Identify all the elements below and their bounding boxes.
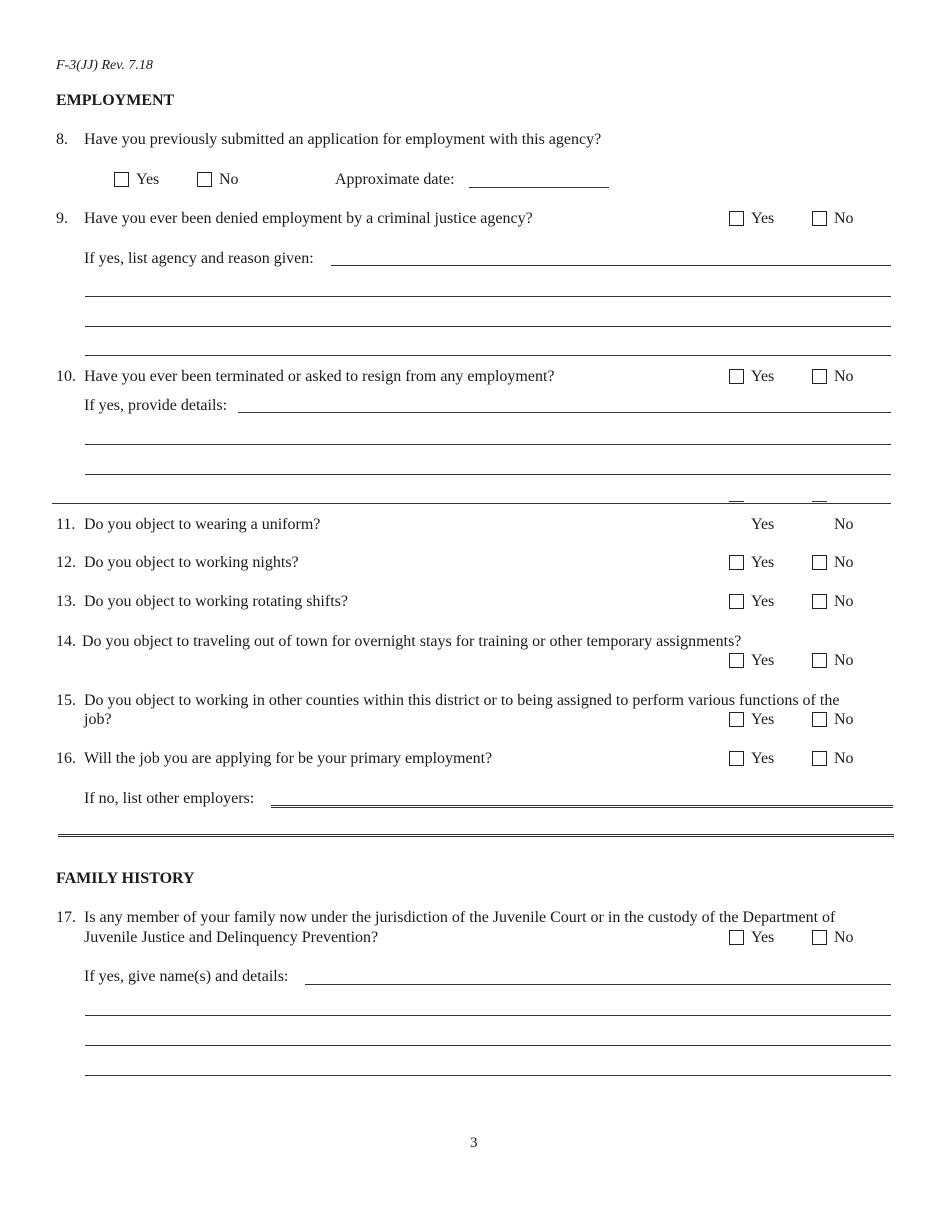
q9-answer-line[interactable]: [331, 265, 891, 266]
q12-yes-checkbox[interactable]: [729, 555, 744, 570]
q15-no-checkbox[interactable]: [812, 712, 827, 727]
q17-answer-line[interactable]: [85, 1045, 891, 1046]
q14-number: 14.: [56, 633, 76, 650]
q14-no-label: No: [834, 652, 854, 669]
q8-no-checkbox[interactable]: [197, 172, 212, 187]
q12-no-checkbox[interactable]: [812, 555, 827, 570]
q16-followup-label: If no, list other employers:: [84, 790, 255, 807]
q16-text: Will the job you are applying for be your primary employment?: [84, 750, 493, 767]
q16-no-checkbox[interactable]: [812, 751, 827, 766]
q13-no-checkbox[interactable]: [812, 594, 827, 609]
page-number: 3: [470, 1135, 478, 1151]
q17-text-line1: Is any member of your family now under the jurisdiction of the Juvenile Court or in the custody of the Department of: [84, 909, 836, 926]
q8-number: 8.: [56, 131, 68, 148]
q15-yes-checkbox[interactable]: [729, 712, 744, 727]
q9-answer-line[interactable]: [85, 326, 891, 327]
section-divider: [58, 836, 894, 837]
q13-yes-label: Yes: [751, 593, 775, 610]
q12-yes-label: Yes: [751, 554, 775, 571]
q8-text: Have you previously submitted an application for employment with this agency?: [84, 131, 602, 148]
q16-no-label: No: [834, 750, 854, 767]
q8-yes-label: Yes: [136, 171, 160, 188]
q9-no-checkbox[interactable]: [812, 211, 827, 226]
q15-yes-label: Yes: [751, 711, 775, 728]
q11-no-label[interactable]: No: [834, 516, 854, 533]
q16-answer-line-double: [271, 807, 893, 808]
q17-no-label: No: [834, 929, 854, 946]
q12-text: Do you object to working nights?: [84, 554, 299, 571]
q11-yes-label[interactable]: Yes: [751, 516, 775, 533]
q16-number: 16.: [56, 750, 76, 767]
q13-no-label: No: [834, 593, 854, 610]
q12-number: 12.: [56, 554, 76, 571]
q8-yes-checkbox[interactable]: [114, 172, 129, 187]
q9-yes-checkbox[interactable]: [729, 211, 744, 226]
q8-date-label: Approximate date:: [335, 171, 455, 188]
q15-no-label: No: [834, 711, 854, 728]
q9-yes-label: Yes: [751, 210, 775, 227]
q10-followup-label: If yes, provide details:: [84, 397, 228, 414]
q11-no-checkbox-remnant: [812, 501, 827, 502]
q10-text: Have you ever been terminated or asked to resign from any employment?: [84, 368, 555, 385]
q17-answer-line[interactable]: [305, 984, 891, 985]
q16-answer-line[interactable]: [271, 805, 893, 806]
q15-text-line1: Do you object to working in other counties within this district or to being assigned to perform various functions of the: [84, 692, 840, 709]
q16-yes-checkbox[interactable]: [729, 751, 744, 766]
q17-answer-line[interactable]: [85, 1075, 891, 1076]
q17-yes-label: Yes: [751, 929, 775, 946]
q10-no-checkbox[interactable]: [812, 369, 827, 384]
q14-no-checkbox[interactable]: [812, 653, 827, 668]
q13-yes-checkbox[interactable]: [729, 594, 744, 609]
q10-number: 10.: [56, 368, 76, 385]
q9-followup-label: If yes, list agency and reason given:: [84, 250, 314, 267]
q16-yes-label: Yes: [751, 750, 775, 767]
q9-answer-line[interactable]: [85, 296, 891, 297]
q14-text: Do you object to traveling out of town for overnight stays for training or other temporary assignments?: [82, 633, 742, 650]
q10-answer-line[interactable]: [238, 412, 891, 413]
section-divider: [58, 834, 894, 835]
q13-text: Do you object to working rotating shifts?: [84, 593, 348, 610]
q15-number: 15.: [56, 692, 76, 709]
q17-text-line2: Juvenile Justice and Delinquency Prevention?: [84, 929, 379, 946]
section-title-family: FAMILY HISTORY: [56, 870, 195, 887]
q9-answer-line[interactable]: [85, 355, 891, 356]
section-divider: [52, 503, 891, 504]
q17-followup-label: If yes, give name(s) and details:: [84, 968, 289, 985]
q8-no-label: No: [219, 171, 239, 188]
section-title-employment: EMPLOYMENT: [56, 92, 175, 109]
q13-number: 13.: [56, 593, 76, 610]
q10-yes-checkbox[interactable]: [729, 369, 744, 384]
q17-number: 17.: [56, 909, 76, 926]
q17-answer-line[interactable]: [85, 1015, 891, 1016]
q10-answer-line[interactable]: [85, 444, 891, 445]
q17-no-checkbox[interactable]: [812, 930, 827, 945]
q9-no-label: No: [834, 210, 854, 227]
q12-no-label: No: [834, 554, 854, 571]
form-id: F-3(JJ) Rev. 7.18: [56, 58, 153, 73]
q8-date-field[interactable]: [469, 187, 609, 188]
q15-text-line2: job?: [84, 711, 112, 728]
q10-no-label: No: [834, 368, 854, 385]
q9-number: 9.: [56, 210, 68, 227]
q11-number: 11.: [56, 516, 76, 533]
q11-yes-checkbox-remnant: [729, 501, 744, 502]
q14-yes-label: Yes: [751, 652, 775, 669]
q11-text: Do you object to wearing a uniform?: [84, 516, 321, 533]
q10-answer-line[interactable]: [85, 474, 891, 475]
q10-yes-label: Yes: [751, 368, 775, 385]
q9-text: Have you ever been denied employment by a criminal justice agency?: [84, 210, 533, 227]
q14-yes-checkbox[interactable]: [729, 653, 744, 668]
q17-yes-checkbox[interactable]: [729, 930, 744, 945]
